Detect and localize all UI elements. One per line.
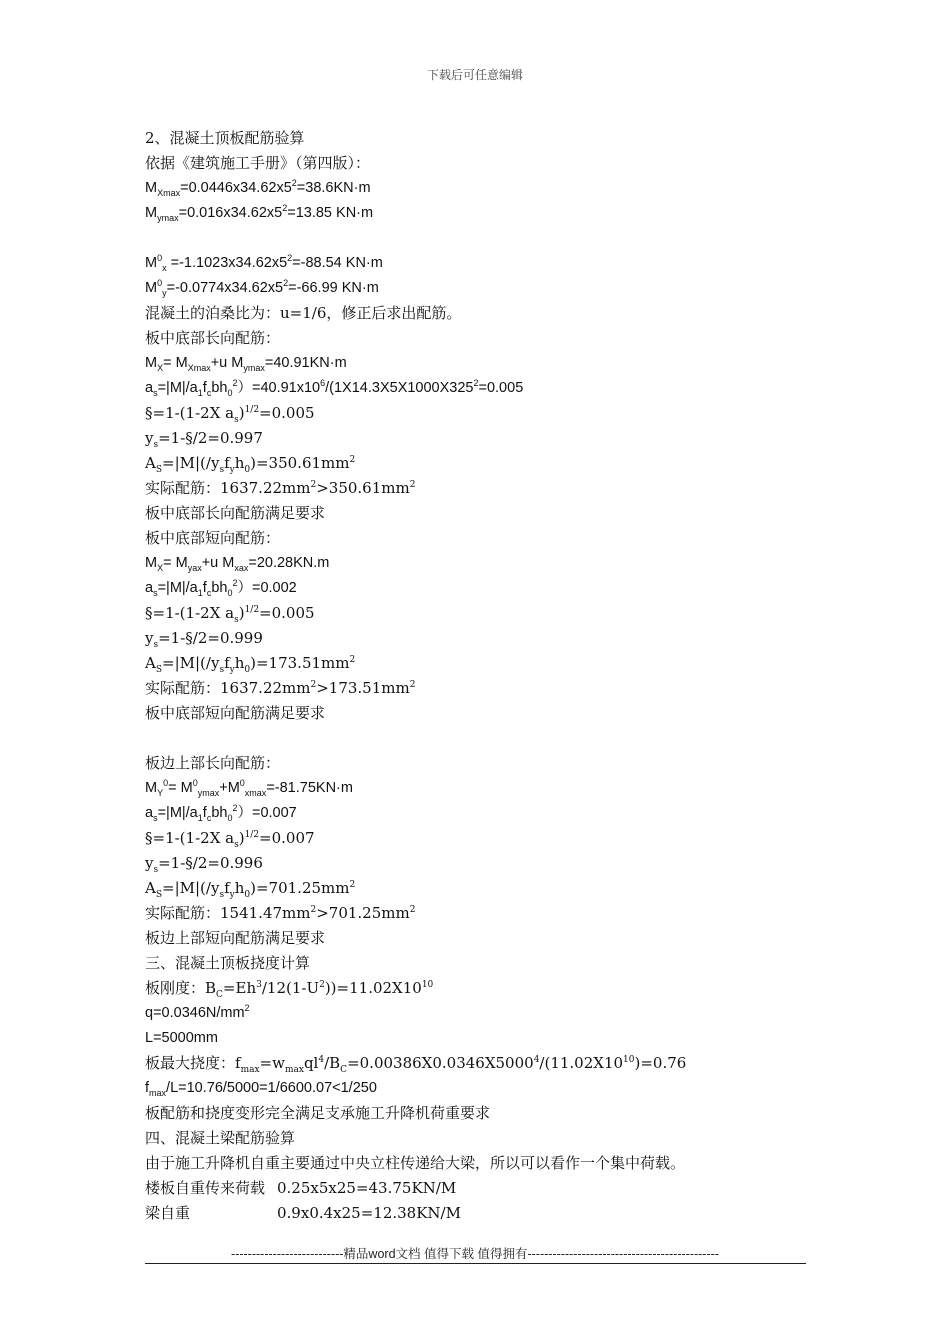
text-run: 板中底部短向配筋满足要求 [145,704,326,722]
text-run: A [145,454,156,472]
text-run: f [202,805,207,821]
text-line [145,1151,825,1176]
superscript: 6 [320,378,326,389]
subscript: C [216,990,223,1000]
superscript: 2 [409,905,416,915]
text-run: =|M|/a [157,580,198,596]
text-run: M [145,780,158,796]
text-run: >701.25mm [316,904,410,922]
text-run: a [145,380,154,396]
text-run: =0.005 [478,380,524,396]
superscript: 2 [409,680,416,690]
superscript: 2 [282,203,288,214]
text-line [145,576,825,601]
text-run: =1-§/2=0.997 [158,429,263,447]
text-run: )=0.76 [634,1054,687,1072]
text-run: /12(1-U [261,979,320,997]
text-run: +u M [210,355,244,371]
text-line [145,651,825,676]
text-line [145,926,825,951]
subscript: s [153,865,159,875]
superscript: 0 [157,278,163,289]
text-run: M [145,255,158,271]
superscript: 1/2 [244,405,260,415]
superscript: 10 [421,980,434,990]
text-run: =0.00386X0.0346X5000 [347,1054,534,1072]
subscript: 0 [227,812,233,823]
text-run: =0.005 [259,404,315,422]
superscript: 2 [287,253,293,264]
text-run: >350.61mm [316,479,410,497]
text-run: f [145,1080,150,1096]
text-line [145,626,825,651]
text-run: )=173.51mm [250,654,350,672]
text-run: =1-§/2=0.996 [158,854,263,872]
text-run: /(11.02X10 [539,1054,624,1072]
text-run: ）=40.91x10 [237,380,321,396]
text-run: ）=0.007 [237,805,297,821]
superscript: 2 [291,178,297,189]
text-run: 2、混凝土顶板配筋验算 [145,129,305,147]
text-line [145,801,825,826]
superscript: 2 [473,378,479,389]
text-run: 四、混凝土梁配筋验算 [145,1129,296,1147]
text-run: h [234,879,245,897]
subscript: max [240,1065,260,1075]
subscript: s [153,440,159,450]
text-line [145,1076,825,1101]
subscript: xmax [244,787,267,798]
text-run: =-88.54 KN·m [292,255,383,271]
text-line [145,976,825,1001]
text-run: 0.25x5x25=43.75KN/M [277,1179,457,1197]
subscript: X [157,362,164,373]
superscript: 1/2 [244,830,260,840]
text-line [145,1101,825,1126]
subscript: ymax [157,212,179,223]
superscript: 2 [232,578,238,589]
subscript: y [229,890,235,900]
text-line [145,776,825,801]
text-line [145,526,825,551]
text-run: §=1-(1-2X a [145,404,235,422]
subscript: x [162,262,167,273]
text-run: +M [219,780,240,796]
text-run: §=1-(1-2X a [145,829,235,847]
subscript: ymax [197,787,220,798]
text-run: =-1.1023x34.62x5 [166,255,288,271]
text-line [145,351,825,376]
text-run: /(1X14.3X5X1000X325 [325,380,474,396]
text-run: f [224,654,230,672]
superscript: 2 [310,680,317,690]
subscript: s [234,415,239,425]
superscript: 2 [232,803,238,814]
text-line [145,1176,825,1201]
superscript: 2 [310,480,317,490]
subscript: ymax [243,362,265,373]
subscript: s [234,615,239,625]
text-run: ql [303,1054,319,1072]
text-run: 楼板自重传来荷载 [145,1179,266,1197]
text-line [145,876,825,901]
text-run: bh [211,805,228,821]
superscript: 2 [409,480,416,490]
text-run: 0.9x0.4x25=12.38KN/M [277,1204,461,1222]
text-run: 三、混凝土顶板挠度计算 [145,954,311,972]
text-line [145,851,825,876]
subscript: 1 [197,387,203,398]
text-line [145,901,825,926]
superscript: 2 [244,1003,250,1014]
text-run: =0.016x34.62x5 [178,205,283,221]
text-run: ）=0.002 [237,580,297,596]
subscript: s [219,465,225,475]
subscript: s [153,640,159,650]
text-run: M [145,180,158,196]
subscript: s [234,840,239,850]
text-run: 板配筋和挠度变形完全满足支承施工升降机荷重要求 [145,1104,491,1122]
text-run: 实际配筋：1541.47mm [145,904,311,922]
subscript: C [340,1065,348,1075]
text-run: /B [324,1054,341,1072]
text-run: y [145,854,154,872]
text-run: A [145,654,156,672]
text-run: q=0.0346N/mm [145,1005,245,1021]
subscript: 1 [197,587,203,598]
text-run: =-66.99 KN·m [288,280,379,296]
text-run: =|M|(/y [162,454,220,472]
text-run: =0.005 [259,604,315,622]
text-line [145,676,825,701]
superscript: 2 [310,905,317,915]
text-run: =0.0446x34.62x5 [180,180,292,196]
subscript: S [155,890,163,900]
subscript: c [206,387,212,398]
subscript: y [229,665,235,675]
text-run: y [145,429,154,447]
superscript: 1/2 [244,605,260,615]
blank-line [145,726,825,751]
superscript: 0 [239,778,245,789]
text-run: = M [163,555,188,571]
text-run: 实际配筋：1637.22mm [145,479,311,497]
text-run: 板边上部短向配筋满足要求 [145,929,326,947]
text-run: =|M|/a [157,805,198,821]
text-run: a [145,805,154,821]
subscript: s [219,890,225,900]
text-run: =-0.0774x34.62x5 [166,280,284,296]
superscript: 3 [256,980,262,990]
subscript: 0 [244,890,251,900]
text-run: 实际配筋：1637.22mm [145,679,311,697]
subscript: S [155,465,163,475]
text-run: ) [238,604,245,622]
text-run: /L=10.76/5000=1/6600.07<1/250 [166,1080,377,1096]
text-line [145,501,825,526]
subscript: Xmax [187,362,211,373]
text-run: =38.6KN·m [296,180,371,196]
text-run: M [145,205,158,221]
text-run: 混凝土的泊桑比为：u=1/6，修正后求出配筋。 [145,304,462,322]
text-run: M [145,280,158,296]
text-run: =|M|/a [157,380,198,396]
subscript: xax [234,562,249,573]
text-line [145,951,825,976]
text-run: +u M [201,555,235,571]
text-line [145,151,825,176]
document-body [145,126,825,1226]
text-run: A [145,879,156,897]
text-run: ) [238,829,245,847]
superscript: 2 [319,980,325,990]
text-run: = M [163,355,188,371]
text-run: f [202,580,207,596]
text-line [145,1051,825,1076]
subscript: s [153,587,158,598]
superscript: 10 [623,1055,635,1065]
subscript: 0 [227,587,233,598]
subscript: Xmax [157,187,181,198]
text-run: )=701.25mm [250,879,350,897]
text-run: y [145,629,154,647]
subscript: y [162,287,167,298]
subscript: max [284,1065,304,1075]
text-run: =0.007 [259,829,315,847]
subscript: y [229,465,235,475]
superscript: 2 [349,455,356,465]
page-footer: ---------------------------精品word文档 值得下载 值得拥有---------------------------------------------- [231,1247,719,1261]
text-run: bh [211,580,228,596]
text-line [145,301,825,326]
text-line [145,1201,825,1226]
text-run: 由于施工升降机自重主要通过中央立柱传递给大梁，所以可以看作一个集中荷载。 [145,1154,686,1172]
text-run: =|M|(/y [162,654,220,672]
superscript: 2 [349,880,356,890]
text-line [145,426,825,451]
text-line [145,326,825,351]
text-run: >173.51mm [316,679,410,697]
subscript: 0 [227,387,233,398]
subscript: 0 [244,665,251,675]
text-run: 板刚度：B [145,979,217,997]
text-line [145,826,825,851]
text-line [145,401,825,426]
text-run: L=5000mm [145,1030,218,1046]
text-run: 板中底部短向配筋： [145,529,281,547]
text-line [145,376,825,401]
text-line [145,251,825,276]
text-line [145,1001,825,1026]
text-run: bh [211,380,228,396]
text-run: =40.91KN·m [264,355,347,371]
text-run: 依据《建筑施工手册》（第四版）： [145,154,371,172]
text-run: =Eh [222,979,257,997]
text-run: a [145,580,154,596]
text-run: ))=11.02X10 [324,979,422,997]
subscript: s [153,812,158,823]
text-line [145,701,825,726]
subscript: c [206,812,212,823]
text-run: M [145,555,158,571]
page-header: 下载后可任意编辑 [426,68,523,82]
subscript: s [219,665,225,675]
superscript: 2 [283,278,289,289]
subscript: max [149,1087,167,1098]
text-run: )=350.61mm [250,454,350,472]
superscript: 0 [163,778,169,789]
text-run: 梁自重 [145,1204,191,1222]
superscript: 0 [157,253,163,264]
superscript: 2 [349,655,356,665]
footer-rule [145,1263,806,1264]
subscript: yax [187,562,202,573]
subscript: X [157,562,164,573]
text-run: f [202,380,207,396]
text-run: f [224,879,230,897]
text-line [145,276,825,301]
text-line [145,476,825,501]
text-line [145,751,825,776]
text-line [145,451,825,476]
text-run: 板边上部长向配筋： [145,754,281,772]
superscript: 2 [232,378,238,389]
text-run: =-81.75KN·m [266,780,353,796]
text-run: =13.85 KN·m [287,205,374,221]
text-run: §=1-(1-2X a [145,604,235,622]
subscript: S [155,665,163,675]
superscript: 4 [533,1055,540,1065]
superscript: 4 [318,1055,325,1065]
text-line [145,126,825,151]
text-run: ) [238,404,245,422]
blank-line [145,226,825,251]
text-line [145,601,825,626]
text-line [145,1026,825,1051]
text-run: 板中底部长向配筋满足要求 [145,504,326,522]
subscript: 0 [244,465,251,475]
text-run: 板最大挠度：f [145,1054,241,1072]
text-run: = M [168,780,193,796]
superscript: 0 [192,778,198,789]
text-run: M [145,355,158,371]
text-run: h [234,654,245,672]
text-line [145,551,825,576]
text-line [145,201,825,226]
subscript: s [153,387,158,398]
text-run: =20.28KN.m [248,555,330,571]
subscript: Y [157,787,164,798]
text-run: =1-§/2=0.999 [158,629,263,647]
text-line [145,1126,825,1151]
subscript: 1 [197,812,203,823]
text-run: 板中底部长向配筋： [145,329,281,347]
subscript: c [206,587,212,598]
text-run: =|M|(/y [162,879,220,897]
text-line [145,176,825,201]
text-run: h [234,454,245,472]
text-run: =w [259,1054,285,1072]
text-run: f [224,454,230,472]
